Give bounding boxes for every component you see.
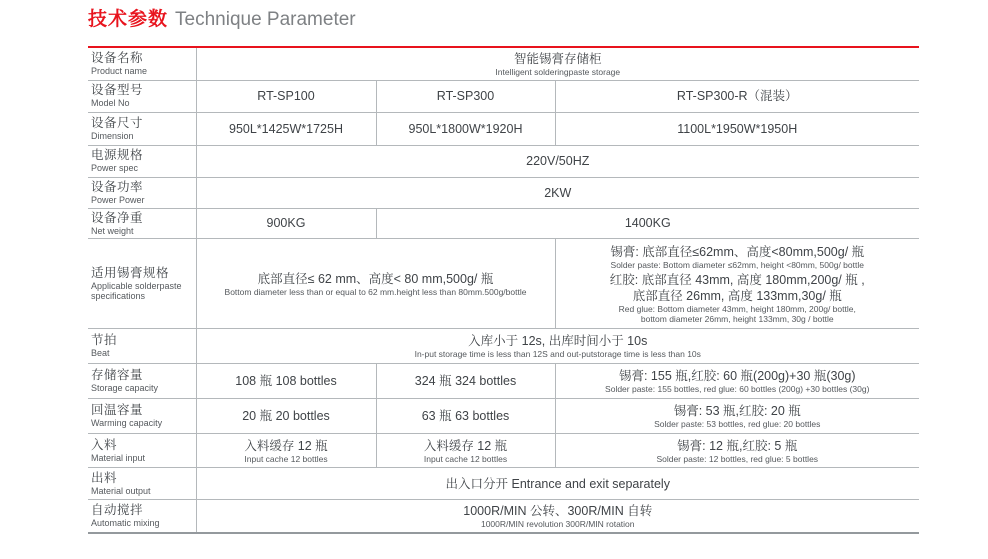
value-en: Solder paste: Bottom diameter ≤62mm, height <80mm, 500g/ bottle [610,259,864,270]
value-zh: 入料缓存 12 瓶 [244,438,328,453]
label-dimension [88,112,196,145]
value-zh: 1000R/MIN 公转、300R/MIN 自转 [463,503,653,518]
page-title-en: Technique Parameter [175,9,356,30]
cell-net-weight-sp300 [376,208,919,239]
cell-input-sp300 [376,434,555,468]
value-zh: 底部直径 26mm, 高度 133mm,30g/ 瓶 [632,288,842,303]
row-product-name [88,47,919,80]
label-zh: 自动搅拌 [91,503,144,517]
value-zh: 950L*1425W*1725H [229,121,343,136]
value-zh: 2KW [544,185,572,200]
label-product-name [88,47,196,80]
label-en: Beat [91,348,110,359]
row-solder-spec [88,239,919,329]
page-title [88,8,356,32]
value-zh: 入料缓存 12 瓶 [423,438,508,453]
label-zh: 设备名称 [91,51,144,65]
value-en: Solder paste: 12 bottles, red glue: 5 bottles [656,453,819,464]
cell-storage-sp100 [196,364,376,399]
cell-auto-mixing [196,500,919,533]
cell-material-output [196,468,919,500]
label-warming-capacity [88,399,196,434]
label-en: Power spec [91,163,139,174]
label-zh: 电源规格 [91,148,144,163]
label-storage-capacity [88,364,196,399]
label-zh: 适用锡膏规格 [91,265,170,280]
row-material-output [88,468,919,500]
label-auto-mixing [88,500,196,533]
label-zh: 存储容量 [91,368,144,383]
value-en: Bottom diameter less than or equal to 62 mm.height less than 80mm.500g/bottle [224,286,527,297]
label-en: Material output [91,485,151,496]
value-en: Solder paste: 53 bottles, red glue: 20 bottles [654,419,821,429]
value-zh: RT-SP100 [257,89,315,103]
value-en: bottom diameter 26mm, height 133mm, 30g / bottle [640,313,834,324]
value-zh: 锡膏: 155 瓶,红胶: 60 瓶(200g)+30 瓶(30g) [618,369,856,383]
label-power-spec [88,145,196,177]
value-zh: 红胶: 底部直径 43mm, 高度 180mm,200g/ 瓶 , [609,272,865,287]
row-model-no [88,80,919,112]
row-warming-capacity [88,399,919,434]
row-material-input [88,434,919,468]
label-zh: 节拍 [91,333,118,348]
label-model-no [88,80,196,112]
cell-warming-sp100 [196,399,376,434]
label-zh: 出料 [91,470,118,485]
label-en: Model No [91,98,130,109]
value-zh: 锡膏: 底部直径≤62mm、高度<80mm,500g/ 瓶 [610,244,865,259]
cell-solder-spec-sp100-sp300 [196,239,555,329]
value-en: 1000R/MIN revolution 300R/MIN rotation [480,518,635,529]
value-zh: 1100L*1950W*1950H [677,121,798,136]
cell-dimension-sp300 [376,112,555,145]
spec-table [88,46,919,534]
value-zh: 入库小于 12s, 出库时间小于 10s [468,334,648,348]
cell-dimension-sp300r [555,112,919,145]
label-zh: 设备功率 [91,179,144,194]
cell-model-sp100 [196,80,376,112]
label-en: Automatic mixing [91,518,160,528]
cell-dimension-sp100 [196,112,376,145]
row-storage-capacity [88,364,919,399]
value-en: Input cache 12 bottles [244,453,328,464]
value-zh: 1400KG [624,216,671,231]
value-zh: 63 瓶 63 bottles [421,409,510,423]
row-power-spec [88,145,919,177]
value-zh: 出入口分开 Entrance and exit separately [445,476,670,491]
value-zh: 220V/50HZ [526,154,590,168]
cell-model-sp300r [555,80,919,112]
row-dimension [88,112,919,145]
value-zh: 900KG [266,216,306,231]
label-en: Applicable solderpaste specifications [91,280,182,301]
cell-warming-sp300 [376,399,555,434]
cell-model-sp300 [376,80,555,112]
label-beat [88,329,196,364]
cell-storage-sp300 [376,364,555,399]
value-en: Red glue: Bottom diameter 43mm, height 180mm, 200g/ bottle, [618,303,856,314]
label-solder-spec [88,239,196,329]
cell-storage-sp300r [555,364,919,399]
label-net-weight [88,208,196,239]
row-power [88,177,919,208]
solder-paste-spec [559,244,917,270]
cell-net-weight-sp100 [196,208,376,239]
label-zh: 设备型号 [91,83,144,98]
label-en: Storage capacity [91,383,159,394]
label-zh: 入料 [91,437,118,452]
cell-warming-sp300r [555,399,919,434]
value-zh: 锡膏: 12 瓶,红胶: 5 瓶 [677,438,798,453]
cell-input-sp100 [196,434,376,468]
cell-power-spec [196,145,919,177]
value-zh: 20 瓶 20 bottles [242,409,330,423]
label-power [88,177,196,208]
value-en: Intelligent solderingpaste storage [495,66,621,77]
value-zh: 108 瓶 108 bottles [235,374,337,388]
label-en: Product name [91,66,148,76]
row-beat [88,329,919,364]
label-en: Warming capacity [91,418,163,429]
cell-input-sp300r [555,434,919,468]
label-en: Material input [91,452,146,463]
value-zh: 324 瓶 324 bottles [414,374,517,388]
label-zh: 回温容量 [91,403,144,418]
label-en: Power Power [91,194,145,205]
value-en: Solder paste: 155 bottles, red glue: 60 bottles (200g) +30 bottles (30g) [605,384,870,394]
value-en: Input cache 12 bottles [423,453,508,464]
row-auto-mixing [88,500,919,533]
cell-beat [196,329,919,364]
cell-solder-spec-sp300r [555,239,919,329]
red-glue-spec [559,272,917,324]
page-title-zh: 技术参数 [88,9,169,30]
value-en: In-put storage time is less than 12S and out-putstorage time is less than 10s [414,349,701,359]
label-zh: 设备净重 [91,210,144,225]
value-zh: 智能锡膏存储柜 [513,51,602,66]
value-zh: RT-SP300-R（混装） [676,89,798,103]
value-zh: 950L*1800W*1920H [408,121,523,136]
label-material-output [88,468,196,500]
label-en: Net weight [91,225,134,236]
label-zh: 设备尺寸 [91,115,144,130]
row-net-weight [88,208,919,239]
cell-power [196,177,919,208]
label-en: Dimension [91,130,134,141]
label-material-input [88,434,196,468]
value-zh: 底部直径≤ 62 mm、高度< 80 mm,500g/ 瓶 [257,271,494,286]
value-zh: 锡膏: 53 瓶,红胶: 20 瓶 [673,404,801,418]
value-zh: RT-SP300 [436,89,495,103]
cell-product-name [196,47,919,80]
